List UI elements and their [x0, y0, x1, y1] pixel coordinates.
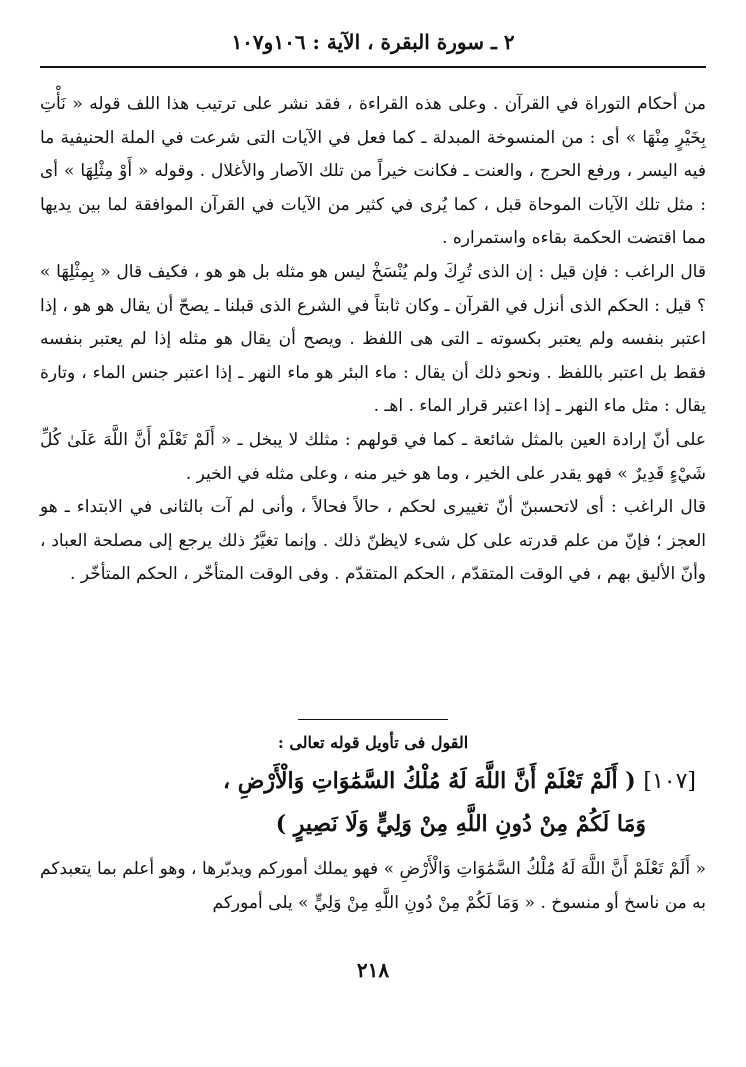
- verse-line-2: وَمَا لَكُمْ مِنْ دُونِ اللَّهِ مِنْ وَلِيٍّ وَلَا نَصِيرٍ ): [275, 811, 646, 837]
- section-heading: القول فى تأويل قوله تعالى :: [277, 733, 469, 752]
- section-separator: [298, 719, 448, 720]
- verse-text-1: ( أَلَمْ تَعْلَمْ أَنَّ اللَّهَ لَهُ مُلْكُ السَّمَٰوَاتِ وَالْأَرْضِ ،: [223, 768, 636, 794]
- verse-section: [40, 728, 706, 937]
- page-number: ٢١٨: [356, 958, 390, 982]
- paragraph-3: على أنّ إرادة العين بالمثل شائعة ـ كما في قولهم : مثلك لا يبخل ـ « أَلَمْ تَعْلَمْ أَنَّ اللَّهَ عَلَىٰ كُلِّ شَيْءٍ قَدِيرٌ » فهو يقدر على الخير ، وما هو خير منه ، وعلى مثله في الخير .: [40, 429, 706, 484]
- paragraph-2: قال الراغب : فإن قيل : إن الذى تُرِكَ ولم يُنْسَخْ ليس هو مثله بل هو هو ، فكيف قال « بِمِثْلِهَا » ؟ قيل : الحكم الذى أنزل في القرآن ـ وكان ثابتاً في الشرع الذى قبلنا ـ يصحّ أن يقال هو هو ، إذا اعتبر بنفسه ولم يعتبر بكسوته ـ التى هى اللفظ . ويصح أن يقال هو مثله إذا لم يعتبر بنفسه فقط بل اعتبر باللفظ . ونحو ذلك أن يقال : ماء البئر هو ماء النهر ـ إذا اعتبر جنس الماء ، وتارة يقال : مثل ماء النهر ـ إذا اعتبر قرار الماء . اهـ .: [40, 261, 706, 417]
- tafsir-paragraph: « أَلَمْ تَعْلَمْ أَنَّ اللَّهَ لَهُ مُلْكُ السَّمَٰوَاتِ وَالْأَرْضِ » فهو يملك أموركم ويدبّرها ، وهو أعلم بما يتعبدكم به من ناسخ أو منسوخ . « وَمَا لَكُمْ مِنْ دُونِ اللَّهِ مِنْ وَلِيٍّ » يلى أموركم: [40, 859, 706, 913]
- running-header: ٢ ـ سورة البقرة ، الآية : ١٠٦و١٠٧: [231, 30, 515, 54]
- verse-number: [١٠٧]: [643, 769, 696, 794]
- header-rule: [40, 66, 706, 68]
- paragraph-1: من أحكام التوراة في القرآن . وعلى هذه القراءة ، فقد نشر على ترتيب هذا اللف قوله « نَأْتِ بِخَيْرٍ مِنْهَا » أى : من المنسوخة المبدلة ـ كما فعل في الآيات التى شرعت في الملة الحنيفية ما فيه اليسر ، ورفع الحرج ، والعنت ـ فكانت خيراً من تلك الآصار والأغلال . وقوله « أَوْ مِثْلِهَا » أى : مثل تلك الآيات الموحاة قبل ، كما يُرى في كثير من الآيات في القرآن الموافقة لما بين يديها مما اقتضت الحكمة بقاءه واستمراره .: [40, 94, 706, 249]
- page-body: [40, 88, 706, 592]
- verse-line-1: [40, 760, 706, 803]
- paragraph-4: قال الراغب : أى لاتحسبنّ أنّ تغييرى لحكم ، حالاً فحالاً ، وأنى لم آت بالثانى في الابتداء ـ هو العجز ؛ فإنّ من علم قدرته على كل شىء لايظنّ ذلك . وإنما تغيَّرُ ذلك يرجع إلى مصلحة العباد ، وأنّ الأليق بهم ، في الوقت المتقدّم ، الحكم المتقدّم . وفى الوقت المتأخّر ، الحكم المتأخّر .: [40, 497, 706, 585]
